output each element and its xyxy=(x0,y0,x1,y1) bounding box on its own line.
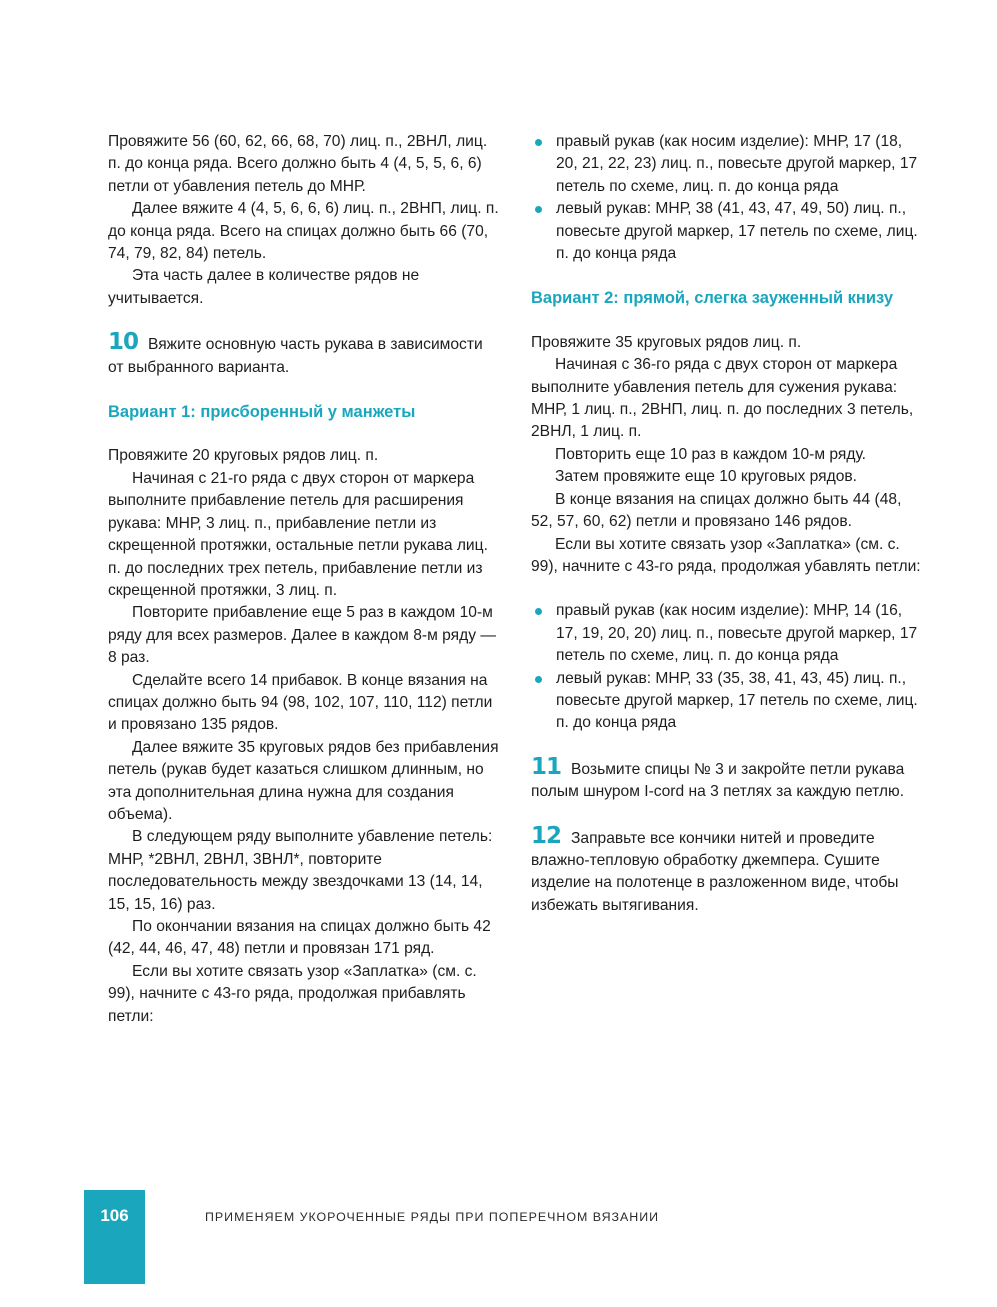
paragraph: Повторите прибавление еще 5 раз в каждом 10-м ряду для всех размеров. Далее в каждом 8-м ряду — 8 раз. xyxy=(108,604,496,667)
bullet-list xyxy=(531,131,923,265)
bullet-list xyxy=(531,600,923,734)
bullet-icon xyxy=(535,608,542,615)
paragraph: В конце вязания на спицах должно быть 44 (48, 52, 57, 60, 62) петли и провязано 146 рядов. xyxy=(531,490,902,531)
right-column xyxy=(531,131,923,917)
step-text: Вяжите основную часть рукава в зависимости от выбранного варианта. xyxy=(108,336,483,376)
list-item: правый рукав (как носим изделие): МНР, 14 (16, 17, 19, 20, 20) лиц. п., повесьте другой маркер, 17 петель по схеме, лиц. п. до конца ряда xyxy=(531,600,923,667)
bullet-icon xyxy=(535,139,542,146)
paragraph: Затем провяжите еще 10 круговых рядов. xyxy=(555,468,857,486)
paragraph: Начиная с 21-го ряда с двух сторон от маркера выполните прибавление петель для расширения рукава: МНР, 3 лиц. п., прибавление петли из скрещенной протяжки, остальные петли рукава лиц. п. до последних трех петель, прибавление петли из скрещенной протяжки, 3 лиц. п. xyxy=(108,469,488,599)
paragraph: Начиная с 36-го ряда с двух сторон от маркера выполните убавления петель для сужения рукава: МНР, 1 лиц. п., 2ВНП, лиц. п. до последних 3 петель, 2ВНЛ, 1 лиц. п. xyxy=(531,356,914,441)
paragraph: Если вы хотите связать узор «Заплатка» (см. с. 99), начните с 43-го ряда, продолжая прибавлять петли: xyxy=(108,962,477,1025)
chapter-title: ПРИМЕНЯЕМ УКОРОЧЕННЫЕ РЯДЫ ПРИ ПОПЕРЕЧНОМ ВЯЗАНИИ xyxy=(205,1210,660,1224)
step-text: Возьмите спицы № 3 и закройте петли рукава полым шнуром I-cord на 3 петлях за каждую петлю. xyxy=(531,760,905,801)
list-item: левый рукав: МНР, 38 (41, 43, 47, 49, 50) лиц. п., повесьте другой маркер, 17 петель по схеме, лиц. п. до конца ряда xyxy=(531,198,923,265)
step-number: 11 xyxy=(531,753,562,780)
step-number: 12 xyxy=(531,822,562,849)
paragraph: Повторить еще 10 раз в каждом 10-м ряду. xyxy=(555,445,867,463)
page-number-tab xyxy=(84,1190,145,1284)
paragraph: Провяжите 35 круговых рядов лиц. п. xyxy=(531,333,802,351)
step-11 xyxy=(531,753,923,804)
paragraph: Далее вяжите 4 (4, 5, 6, 6, 6) лиц. п., 2ВНП, лиц. п. до конца ряда. Всего на спицах должно быть 66 (70, 74, 79, 82, 84) петель. xyxy=(108,200,499,263)
step-number: 10 xyxy=(108,329,139,356)
paragraph: Провяжите 56 (60, 62, 66, 68, 70) лиц. п., 2ВНЛ, лиц. п. до конца ряда. Всего должно быть 4 (4, 5, 5, 6, 6) петли от убавления петель до МНР. xyxy=(108,133,488,195)
paragraph: Провяжите 20 круговых рядов лиц. п. xyxy=(108,447,379,465)
step-12 xyxy=(531,822,923,918)
step-10 xyxy=(108,329,500,379)
page-number: 106 xyxy=(100,1206,129,1225)
paragraph: Эта часть далее в количестве рядов не учитывается. xyxy=(108,267,420,307)
step-text: Заправьте все кончики нитей и проведите влажно-тепловую обработку джемпера. Сушите изделие на полотенце в разложенном виде, чтобы избежать вытягивания. xyxy=(531,829,899,914)
paragraph: Сделайте всего 14 прибавок. В конце вязания на спицах должно быть 94 (98, 102, 107, 110, 112) петли и провязано 135 рядов. xyxy=(108,671,493,734)
variant-1-heading: Вариант 1: присборенный у манжеты xyxy=(108,403,416,422)
paragraph: Если вы хотите связать узор «Заплатка» (см. с. 99), начните с 43-го ряда, продолжая убавлять петли: xyxy=(531,535,921,575)
paragraph: По окончании вязания на спицах должно быть 42 (42, 44, 46, 47, 48) петли и провязан 171 ряд. xyxy=(108,918,491,958)
list-item: правый рукав (как носим изделие): МНР, 17 (18, 20, 21, 22, 23) лиц. п., повесьте другой маркер, 17 петель по схеме, лиц. п. до конца ряда xyxy=(531,131,923,198)
paragraph: В следующем ряду выполните убавление петель: МНР, *2ВНЛ, 2ВНЛ, 3ВНЛ*, повторите последовательность между звездочками 13 (14, 14, 15, 15, 16) раз. xyxy=(108,828,493,913)
variant-2-heading: Вариант 2: прямой, слегка зауженный книзу xyxy=(531,289,894,308)
left-column xyxy=(108,131,500,1028)
paragraph: Далее вяжите 35 круговых рядов без прибавления петель (рукав будет казаться слишком длинным, но эта дополнительная длина нужна для создания объема). xyxy=(108,738,499,823)
bullet-icon xyxy=(535,676,542,683)
list-item: левый рукав: МНР, 33 (35, 38, 41, 43, 45) лиц. п., повесьте другой маркер, 17 петель по схеме, лиц. п. до конца ряда xyxy=(531,668,923,735)
bullet-icon xyxy=(535,206,542,213)
